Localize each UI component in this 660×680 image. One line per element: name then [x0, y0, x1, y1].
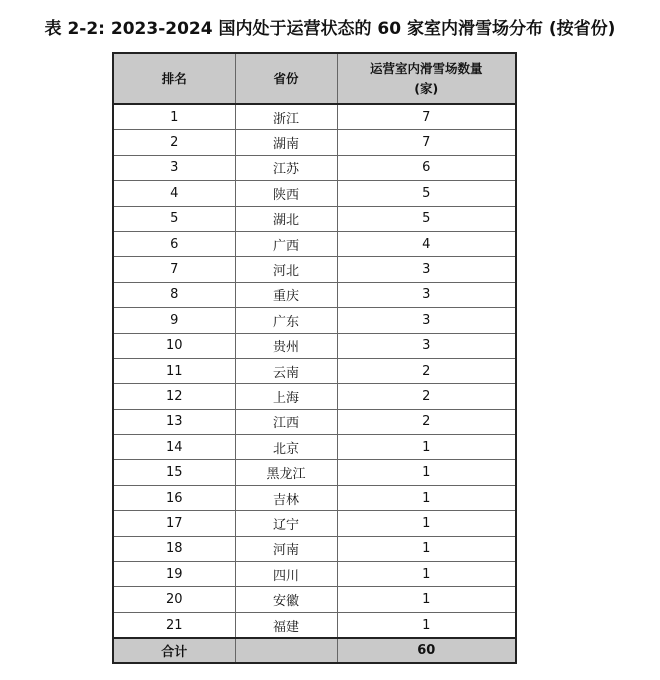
cell-count: 1 [337, 460, 516, 485]
cell-province: 吉林 [235, 485, 337, 510]
cell-province: 云南 [235, 358, 337, 383]
cell-province: 湖北 [235, 206, 337, 231]
cell-province: 浙江 [235, 104, 337, 130]
cell-province: 广西 [235, 231, 337, 256]
table-row [113, 308, 516, 333]
table-row [113, 257, 516, 282]
cell-rank: 6 [113, 231, 235, 256]
total-label: 合计 [113, 638, 235, 663]
cell-count: 1 [337, 612, 516, 638]
header-row [113, 53, 516, 104]
cell-count: 6 [337, 155, 516, 180]
table-row [113, 130, 516, 155]
table-row [113, 409, 516, 434]
table-row [113, 231, 516, 256]
cell-count: 5 [337, 181, 516, 206]
cell-province: 福建 [235, 612, 337, 638]
total-count: 60 [337, 638, 516, 663]
cell-province: 重庆 [235, 282, 337, 307]
total-row [113, 638, 516, 663]
cell-province: 湖南 [235, 130, 337, 155]
header-rank: 排名 [113, 53, 235, 104]
table-row [113, 460, 516, 485]
cell-rank: 9 [113, 308, 235, 333]
cell-count: 7 [337, 130, 516, 155]
province-ski-resort-table [112, 52, 517, 664]
cell-province: 辽宁 [235, 511, 337, 536]
cell-count: 3 [337, 333, 516, 358]
cell-province: 广东 [235, 308, 337, 333]
cell-rank: 17 [113, 511, 235, 536]
cell-province: 黑龙江 [235, 460, 337, 485]
table-row [113, 612, 516, 638]
table-caption: 表 2-2: 2023-2024 国内处于运营状态的 60 家室内滑雪场分布 (按省份) [44, 19, 616, 39]
cell-rank: 10 [113, 333, 235, 358]
cell-province: 江西 [235, 409, 337, 434]
header-count-line1: 运营室内滑雪场数量 [369, 60, 483, 76]
cell-rank: 18 [113, 536, 235, 561]
header-count [337, 53, 516, 104]
table-row [113, 536, 516, 561]
table-row [113, 562, 516, 587]
table-row [113, 435, 516, 460]
table-row [113, 333, 516, 358]
cell-count: 1 [337, 587, 516, 612]
cell-count: 2 [337, 384, 516, 409]
table-row [113, 358, 516, 383]
cell-rank: 7 [113, 257, 235, 282]
cell-count: 3 [337, 282, 516, 307]
cell-rank: 8 [113, 282, 235, 307]
cell-rank: 3 [113, 155, 235, 180]
table-row [113, 155, 516, 180]
cell-count: 1 [337, 485, 516, 510]
cell-count: 1 [337, 562, 516, 587]
cell-rank: 15 [113, 460, 235, 485]
cell-rank: 1 [113, 104, 235, 130]
cell-count: 2 [337, 358, 516, 383]
cell-rank: 19 [113, 562, 235, 587]
cell-rank: 2 [113, 130, 235, 155]
cell-province: 陕西 [235, 181, 337, 206]
cell-province: 河北 [235, 257, 337, 282]
cell-count: 4 [337, 231, 516, 256]
cell-rank: 12 [113, 384, 235, 409]
cell-count: 1 [337, 536, 516, 561]
cell-province: 贵州 [235, 333, 337, 358]
cell-count: 5 [337, 206, 516, 231]
cell-rank: 21 [113, 612, 235, 638]
cell-rank: 11 [113, 358, 235, 383]
cell-rank: 14 [113, 435, 235, 460]
table-row [113, 206, 516, 231]
table-row [113, 384, 516, 409]
table-row [113, 587, 516, 612]
cell-province: 安徽 [235, 587, 337, 612]
table-row [113, 485, 516, 510]
cell-count: 7 [337, 104, 516, 130]
cell-count: 1 [337, 435, 516, 460]
table-row [113, 181, 516, 206]
cell-rank: 20 [113, 587, 235, 612]
cell-province: 北京 [235, 435, 337, 460]
cell-count: 3 [337, 308, 516, 333]
table-row [113, 511, 516, 536]
cell-count: 2 [337, 409, 516, 434]
cell-count: 3 [337, 257, 516, 282]
cell-province: 四川 [235, 562, 337, 587]
table-row [113, 104, 516, 130]
cell-count: 1 [337, 511, 516, 536]
cell-province: 江苏 [235, 155, 337, 180]
cell-rank: 4 [113, 181, 235, 206]
table-row [113, 282, 516, 307]
cell-province: 上海 [235, 384, 337, 409]
header-province: 省份 [235, 53, 337, 104]
header-count-line2: (家) [414, 80, 439, 96]
cell-rank: 5 [113, 206, 235, 231]
cell-province: 河南 [235, 536, 337, 561]
cell-rank: 16 [113, 485, 235, 510]
total-province [235, 638, 337, 663]
cell-rank: 13 [113, 409, 235, 434]
